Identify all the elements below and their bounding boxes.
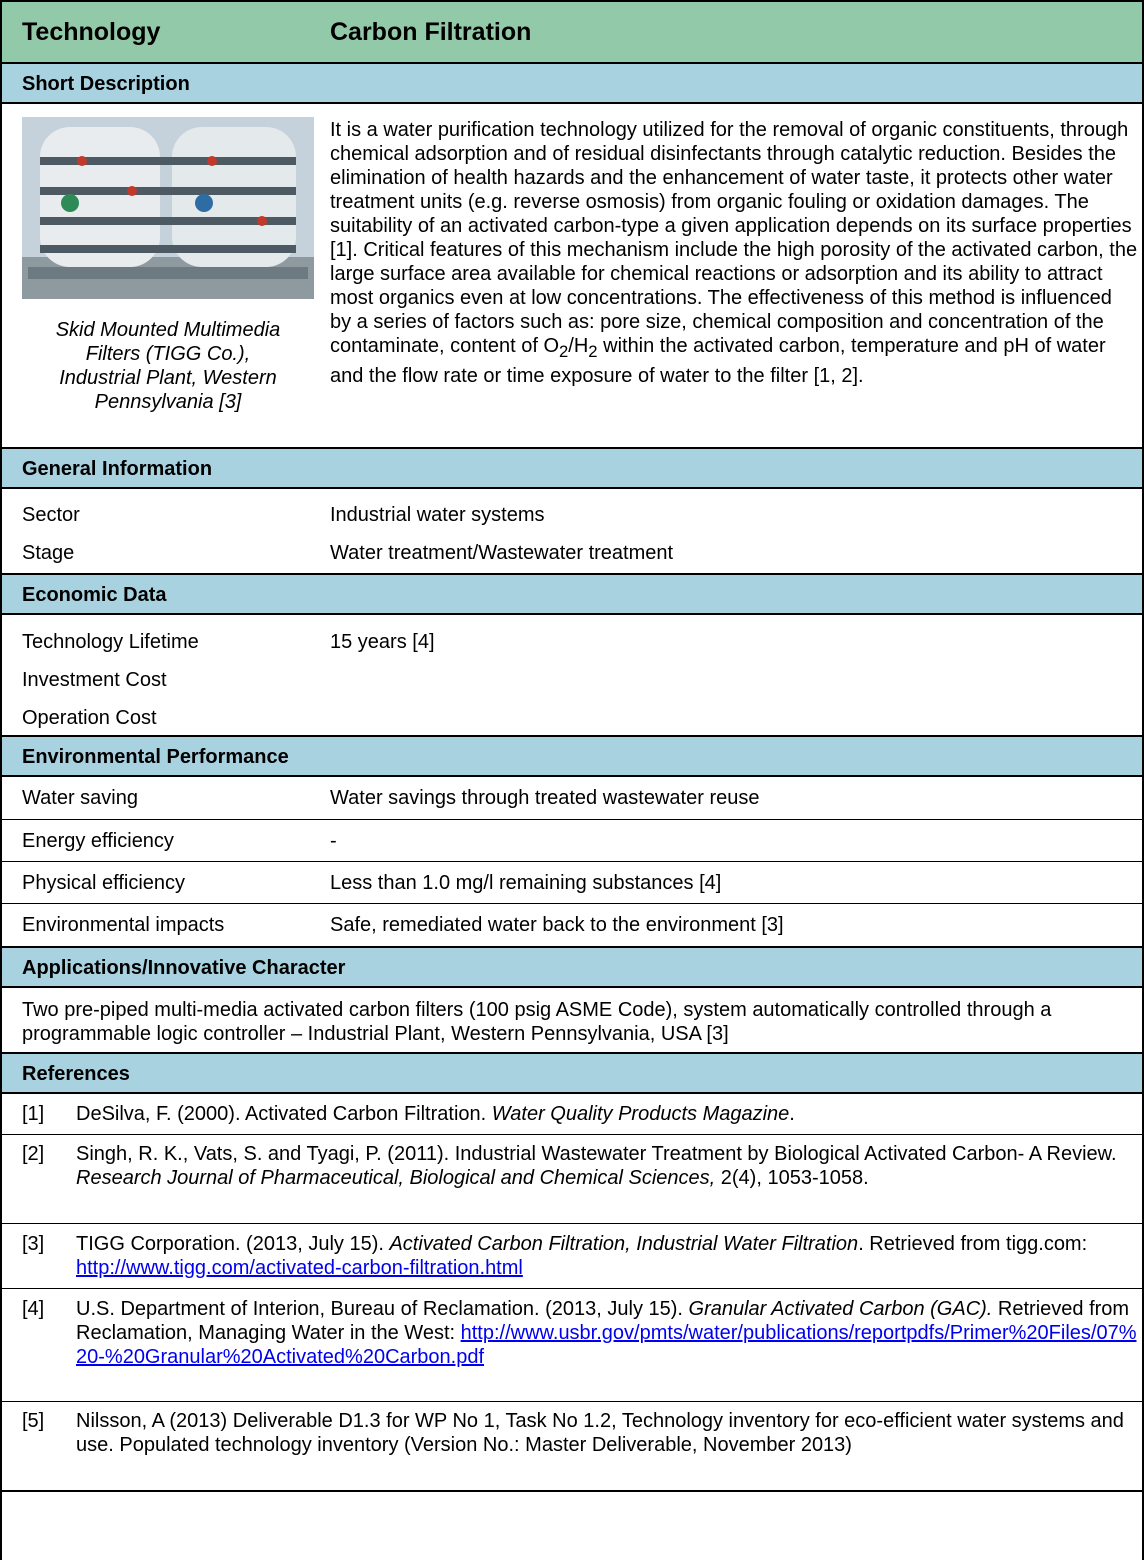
section-short-description — [2, 62, 1142, 104]
env-key: Energy efficiency — [22, 830, 174, 852]
env-row — [2, 820, 1142, 862]
info-value: Water treatment/Wastewater treatment — [330, 542, 674, 564]
reference-author: DeSilva, F. (2000). Activated Carbon Filtration. — [76, 1103, 492, 1125]
section-environmental-performance — [2, 735, 1142, 777]
caption-line: Filters (TIGG Co.), — [85, 343, 251, 365]
reference-row — [2, 1402, 1142, 1492]
reference-number: [3] — [22, 1233, 45, 1255]
env-row — [2, 862, 1142, 904]
reference-author: TIGG Corporation. (2013, July 15). — [76, 1233, 390, 1255]
env-row — [2, 777, 1142, 820]
filter-photo — [22, 117, 314, 299]
section-applications — [2, 946, 1142, 988]
info-key: Stage — [22, 542, 75, 564]
env-key: Physical efficiency — [22, 872, 186, 894]
section-references — [2, 1052, 1142, 1094]
reference-text — [76, 1232, 1140, 1280]
env-value: Water savings through treated wastewater reuse — [330, 787, 760, 809]
reference-author: Singh, R. K., Vats, S. and Tyagi, P. (2011). Industrial Wastewater Treatment by Biological Activated Carbon- A Review. — [76, 1143, 1117, 1165]
reference-number: [1] — [22, 1103, 45, 1125]
env-key: Environmental impacts — [22, 914, 225, 936]
reference-tail: . Retrieved from tigg.com: — [858, 1233, 1088, 1255]
description-text: /H — [568, 335, 589, 357]
env-value: Safe, remediated water back to the environment [3] — [330, 914, 784, 936]
reference-link[interactable]: http://www.tigg.com/activated-carbon-filtration.html — [76, 1257, 523, 1279]
economic-key: Operation Cost — [22, 707, 157, 729]
description-text: within the activated carbon, temperature and pH of water and the flow rate or time exposure of water to the filter [1, 2]. — [330, 335, 1106, 387]
section-title: General Information — [22, 458, 213, 480]
filter-photo-illustration — [22, 117, 314, 299]
caption-line: Skid Mounted Multimedia — [55, 319, 281, 341]
header-label: Technology — [22, 18, 161, 46]
subscript: 2 — [559, 342, 569, 361]
info-value: Industrial water systems — [330, 504, 545, 526]
reference-text — [76, 1102, 1140, 1126]
reference-source: Water Quality Products Magazine — [491, 1103, 790, 1125]
applications-text: Two pre-piped multi-media activated carbon filters (100 psig ASME Code), system automatically controlled through a programmable logic controller – Industrial Plant, Western Pennsylvania, USA [3] — [22, 999, 1052, 1045]
info-key: Sector — [22, 504, 80, 526]
reference-number: [2] — [22, 1143, 45, 1165]
reference-row — [2, 1224, 1142, 1289]
bottom-border — [2, 1490, 1142, 1492]
section-title: Economic Data — [22, 584, 167, 606]
reference-number: [4] — [22, 1298, 45, 1320]
reference-text — [76, 1297, 1140, 1369]
caption-line: Pennsylvania [3] — [94, 391, 242, 413]
photo-caption — [16, 318, 320, 414]
technology-header — [2, 0, 1142, 64]
section-title: Short Description — [22, 73, 190, 95]
env-key: Water saving — [22, 787, 138, 809]
section-title: Applications/Innovative Character — [22, 957, 346, 979]
short-description-text — [330, 118, 1138, 388]
economic-key: Investment Cost — [22, 669, 167, 691]
reference-row — [2, 1289, 1142, 1402]
reference-tail: 2(4), 1053-1058. — [715, 1167, 869, 1189]
technology-name: Carbon Filtration — [330, 18, 532, 46]
caption-line: Industrial Plant, Western — [59, 367, 277, 389]
reference-tail: Retrieved from Reclamation, Managing Water in the West: — [76, 1298, 1130, 1344]
reference-tail: . — [789, 1103, 795, 1125]
reference-source: Research Journal of Pharmaceutical, Biological and Chemical Sciences, — [76, 1167, 716, 1189]
reference-author: U.S. Department of Interion, Bureau of Reclamation. (2013, July 15). — [76, 1298, 689, 1320]
reference-link[interactable]: http://www.usbr.gov/pmts/water/publications/reportpdfs/Primer%20Files/07%20-%20Granular%20Activated%20Carbon.pdf — [76, 1322, 1137, 1368]
reference-source: Granular Activated Carbon (GAC). — [688, 1298, 993, 1320]
reference-source: Activated Carbon Filtration, Industrial Water Filtration — [389, 1233, 859, 1255]
description-text: It is a water purification technology utilized for the removal of organic constituents, through chemical adsorption and of residual disinfectants through catalytic reduction. Besides the elimination of health hazards and the enhancement of water taste, it protects other water treatment units (e.g. reverse osmosis) from organic fouling or oxidation damages. The suitability of an activated carbon-type a given application depends on its surface properties [1]. Critical features of this mechanism include the high porosity of the activated carbon, the large surface area available for chemical reactions or adsorption and its ability to attract most organics even at low concentrations. The effectiveness of this method is influenced by a series of factors such as: pore size, chemical composition and concentration of the contaminate, content of O — [330, 119, 1138, 357]
section-general-information — [2, 447, 1142, 489]
economic-key: Technology Lifetime — [22, 631, 199, 653]
subscript: 2 — [588, 342, 598, 361]
reference-row — [2, 1135, 1142, 1224]
section-economic-data — [2, 573, 1142, 615]
env-value: Less than 1.0 mg/l remaining substances [4] — [330, 872, 722, 894]
reference-text: Nilsson, A (2013) Deliverable D1.3 for WP No 1, Task No 1.2, Technology inventory for eco-efficient water systems and use. Populated technology inventory (Version No.: Master Deliverable, November 2013) — [76, 1410, 1124, 1456]
env-value: - — [330, 830, 337, 852]
reference-row — [2, 1094, 1142, 1135]
reference-number: [5] — [22, 1410, 45, 1432]
section-title: Environmental Performance — [22, 746, 289, 768]
economic-value: 15 years [4] — [330, 631, 435, 653]
reference-text — [76, 1142, 1140, 1190]
env-row — [2, 904, 1142, 946]
section-title: References — [22, 1063, 130, 1085]
